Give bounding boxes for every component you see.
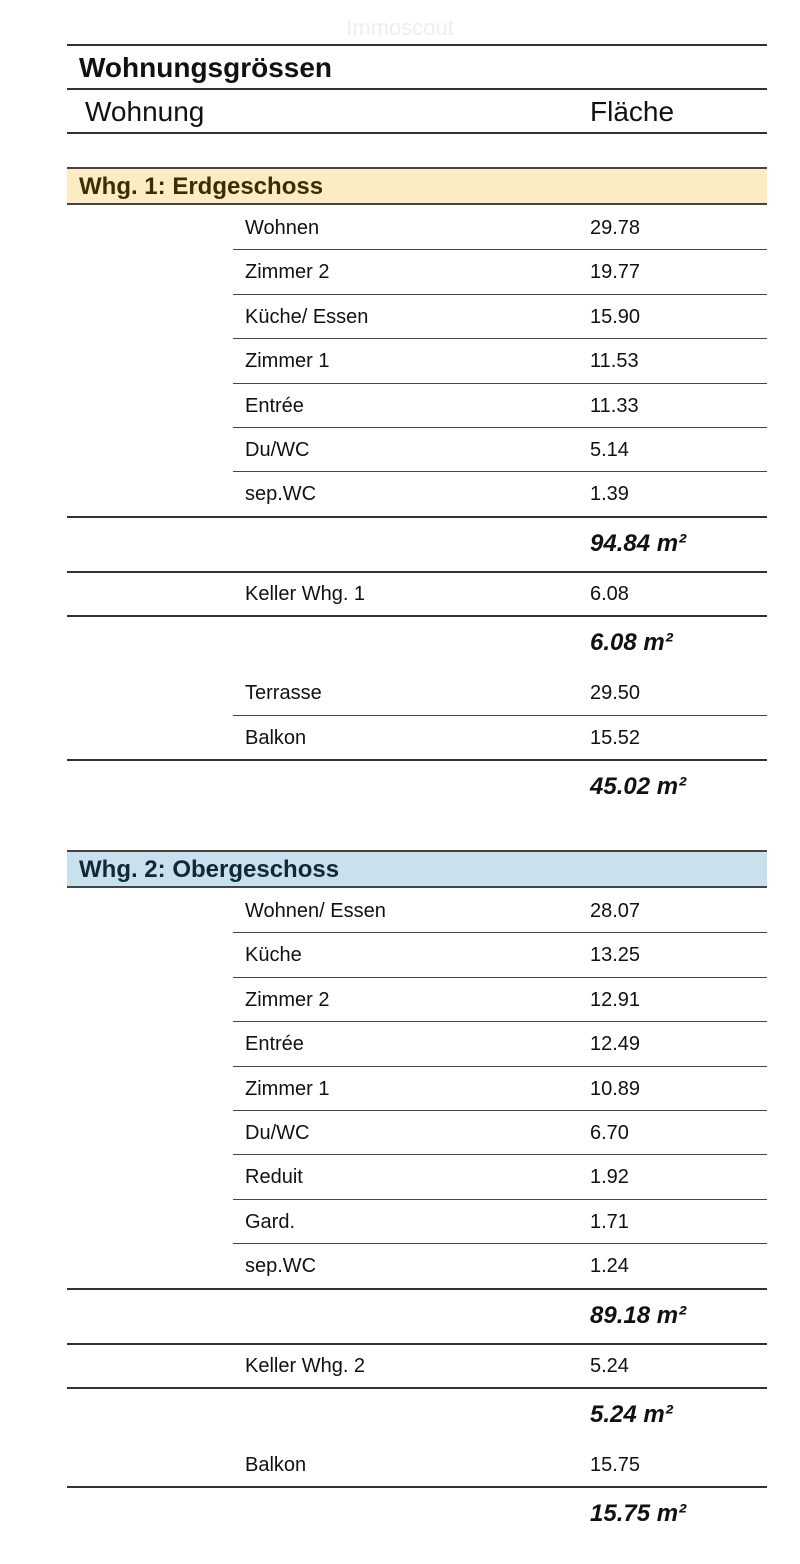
row-rule xyxy=(233,977,767,978)
row-rule xyxy=(233,471,767,472)
room-name: Küche xyxy=(245,944,302,967)
group-rule xyxy=(67,759,767,761)
row-rule xyxy=(233,1199,767,1200)
header-rule xyxy=(67,132,767,134)
section-header: Whg. 1: Erdgeschoss xyxy=(67,167,767,205)
room-name: Balkon xyxy=(245,1454,307,1476)
row-rule xyxy=(233,249,767,250)
room-name: Küche/ Essen xyxy=(245,305,369,328)
room-name: Entrée xyxy=(245,394,304,417)
group-total: 6.08 m² xyxy=(590,629,673,657)
room-area: 29.50 xyxy=(590,682,641,705)
room-name: Wohnen xyxy=(245,217,320,239)
group-total: 15.75 m² xyxy=(590,1500,687,1528)
title-rule xyxy=(67,88,767,90)
row-rule xyxy=(233,715,767,716)
column-header-flaeche: Fläche xyxy=(590,96,675,127)
room-area: 15.90 xyxy=(590,305,641,328)
room-name: Zimmer 2 xyxy=(245,261,330,284)
room-name: Zimmer 1 xyxy=(245,1077,330,1100)
room-area: 5.14 xyxy=(590,439,629,461)
row-rule xyxy=(233,932,767,933)
room-area: 1.71 xyxy=(590,1210,629,1233)
group-total: 94.84 m² xyxy=(590,529,687,557)
table-title: Wohnungsgrössen xyxy=(79,52,333,83)
room-name: Keller Whg. 2 xyxy=(245,1354,366,1377)
room-name: Reduit xyxy=(245,1166,303,1189)
row-rule xyxy=(233,427,767,428)
row-rule xyxy=(233,1154,767,1155)
section-header: Whg. 2: Obergeschoss xyxy=(67,850,767,888)
room-area: 15.52 xyxy=(590,726,641,749)
row-rule xyxy=(233,294,767,295)
watermark: Immoscout xyxy=(346,15,454,40)
room-area: 13.25 xyxy=(590,944,641,967)
room-name: Balkon xyxy=(245,726,307,749)
room-name: Zimmer 2 xyxy=(245,988,330,1011)
room-name: Wohnen/ Essen xyxy=(245,900,386,922)
room-area: 10.89 xyxy=(590,1077,641,1100)
row-rule xyxy=(233,1021,767,1022)
room-area: 1.92 xyxy=(590,1166,629,1189)
room-name: Terrasse xyxy=(245,682,322,705)
room-area: 12.49 xyxy=(590,1033,641,1056)
room-area: 6.70 xyxy=(590,1122,629,1144)
room-name: Zimmer 1 xyxy=(245,350,330,373)
room-area: 1.24 xyxy=(590,1255,629,1278)
row-rule xyxy=(233,1066,767,1067)
room-area: 29.78 xyxy=(590,217,641,239)
group-rule xyxy=(67,615,767,617)
row-rule xyxy=(233,383,767,384)
room-name: Keller Whg. 1 xyxy=(245,582,366,605)
column-header-wohnung: Wohnung xyxy=(85,96,205,127)
room-name: sep.WC xyxy=(245,1255,317,1278)
table-top-rule xyxy=(67,44,767,46)
room-area: 28.07 xyxy=(590,900,641,922)
room-area: 6.08 xyxy=(590,582,629,605)
group-rule xyxy=(67,1486,767,1488)
room-area: 12.91 xyxy=(590,988,641,1011)
room-name: Du/WC xyxy=(245,1122,310,1144)
room-area: 11.53 xyxy=(590,350,639,373)
group-total: 5.24 m² xyxy=(590,1401,673,1428)
room-area: 1.39 xyxy=(590,483,629,506)
room-area: 15.75 xyxy=(590,1454,641,1476)
group-rule xyxy=(67,516,767,518)
total-rule xyxy=(67,1343,767,1345)
row-rule xyxy=(233,1243,767,1244)
room-area: 19.77 xyxy=(590,261,641,284)
row-rule xyxy=(233,1110,767,1111)
room-area: 11.33 xyxy=(590,394,639,417)
group-total: 45.02 m² xyxy=(590,773,687,800)
room-name: sep.WC xyxy=(245,483,317,506)
group-total: 89.18 m² xyxy=(590,1301,687,1329)
row-rule xyxy=(233,338,767,339)
room-name: Entrée xyxy=(245,1033,304,1056)
room-name: Du/WC xyxy=(245,439,310,461)
total-rule xyxy=(67,571,767,573)
room-name: Gard. xyxy=(245,1210,296,1233)
room-area: 5.24 xyxy=(590,1354,629,1377)
group-rule xyxy=(67,1387,767,1389)
group-rule xyxy=(67,1288,767,1290)
